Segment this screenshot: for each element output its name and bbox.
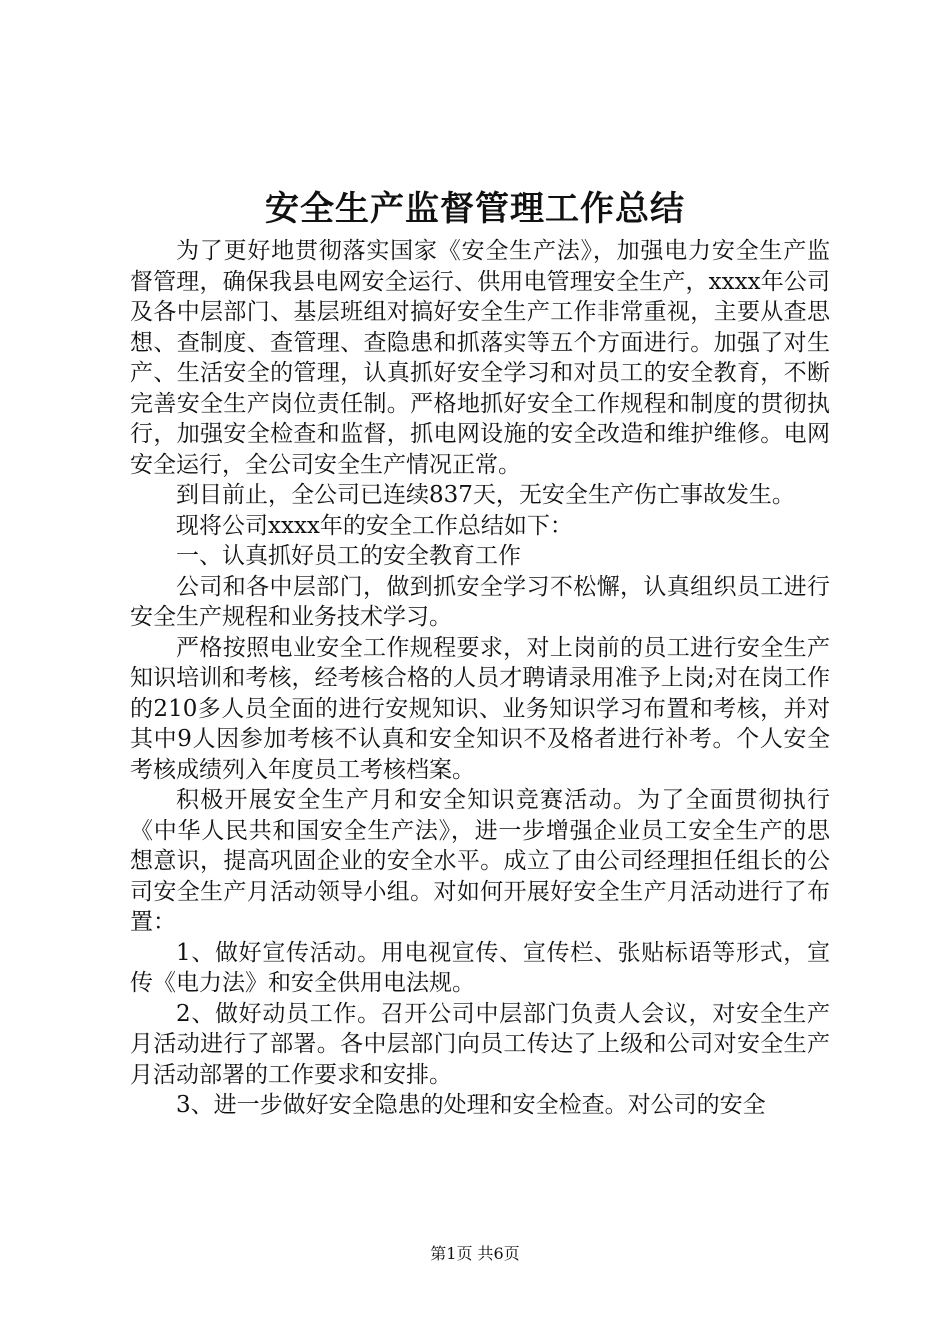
paragraph: 积极开展安全生产月和安全知识竞赛活动。为了全面贯彻执行《中华人民共和国安全生产法》，进一步增强企业员工安全生产的思想意识，提高巩固企业的安全水平。成立了由公司经理担任组长的公司安全生产月活动领导小组。对如何开展好安全生产月活动进行了布置：	[130, 787, 830, 935]
paragraph: 严格按照电业安全工作规程要求，对上岗前的员工进行安全生产知识培训和考核，经考核合格的人员才聘请录用准予上岗;对在岗工作的210多人员全面的进行安规知识、业务知识学习布置和考核，并对其中9人因参加考核不认真和安全知识不及格者进行补考。个人安全考核成绩列入年度员工考核档案。	[130, 634, 830, 783]
list-item: 3、进一步做好安全隐患的处理和安全检查。对公司的安全	[176, 1092, 766, 1118]
paragraph: 为了更好地贯彻落实国家《安全生产法》，加强电力安全生产监督管理，确保我县电网安全运行、供用电管理安全生产，xxxx年公司及各中层部门、基层班组对搞好安全生产工作非常重视，主要从查思想、查制度、查管理、查隐患和抓落实等五个方面进行。加强了对生产、生活安全的管理，认真抓好安全学习和对员工的安全教育，不断完善安全生产岗位责任制。严格地抓好安全工作规程和制度的贯彻执行，加强安全检查和监督，抓电网设施的安全改造和维护维修。电网安全运行，全公司安全生产情况正常。	[130, 238, 830, 478]
list-item: 1、做好宣传活动。用电视宣传、宣传栏、张贴标语等形式，宣传《电力法》和安全供用电法规。	[130, 939, 830, 996]
paragraph: 公司和各中层部门，做到抓安全学习不松懈，认真组织员工进行安全生产规程和业务技术学习。	[130, 573, 830, 630]
document-body	[130, 236, 830, 1121]
document-title: 安全生产监督管理工作总结	[265, 189, 685, 229]
section-heading: 一、认真抓好员工的安全教育工作	[176, 543, 521, 569]
page-footer: 第1页 共6页	[430, 1244, 520, 1263]
list-item: 2、做好动员工作。召开公司中层部门负责人会议，对安全生产月活动进行了部署。各中层部门向员工传达了上级和公司对安全生产月活动部署的工作要求和安排。	[130, 1000, 830, 1088]
paragraph: 现将公司xxxx年的安全工作总结如下：	[176, 512, 573, 539]
paragraph: 到目前止，全公司已连续837天，无安全生产伤亡事故发生。	[176, 482, 795, 508]
